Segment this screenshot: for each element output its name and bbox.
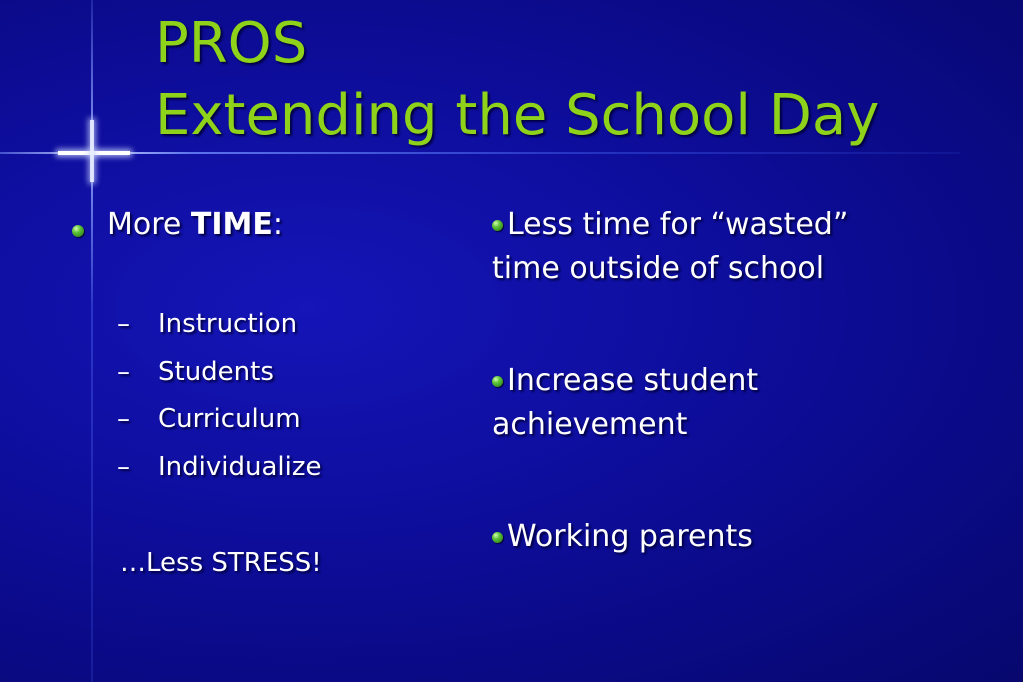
decorative-vertical-line [91,0,93,682]
green-sphere-bullet-icon [492,376,503,387]
dash-icon: – [117,356,130,387]
decorative-cross-flare [58,151,130,155]
decorative-cross-flare-vertical [90,120,94,182]
title-line-2: Extending the School Day [155,83,880,148]
main-suffix: : [272,207,283,242]
left-main-text [107,203,283,247]
dash-icon: – [117,309,130,339]
sub-item-label: Individualize [158,451,322,482]
dash-icon: – [117,451,130,482]
sub-item-label: Curriculum [158,404,301,434]
right-item-text: Less time for “wasted” time outside of school [492,207,849,286]
title-line-1: PROS [155,11,308,76]
sub-item-label: Instruction [158,309,298,339]
right-item-text: Working parents [507,519,753,554]
green-sphere-bullet-icon [492,220,503,231]
right-item-text: Increase student achievement [492,363,759,442]
decorative-horizontal-line [0,152,960,154]
dash-icon: – [117,404,130,434]
green-sphere-bullet-icon [72,225,84,237]
main-bold: TIME [190,207,273,242]
closing-line: …Less STRESS! [120,548,322,578]
main-prefix: More [107,207,191,242]
right-bullet-item [492,359,912,447]
slide-title [155,8,879,152]
right-bullet-item [492,203,912,291]
right-bullet-item [492,515,912,559]
green-sphere-bullet-icon [492,532,503,543]
sub-item-label: Students [158,356,274,387]
